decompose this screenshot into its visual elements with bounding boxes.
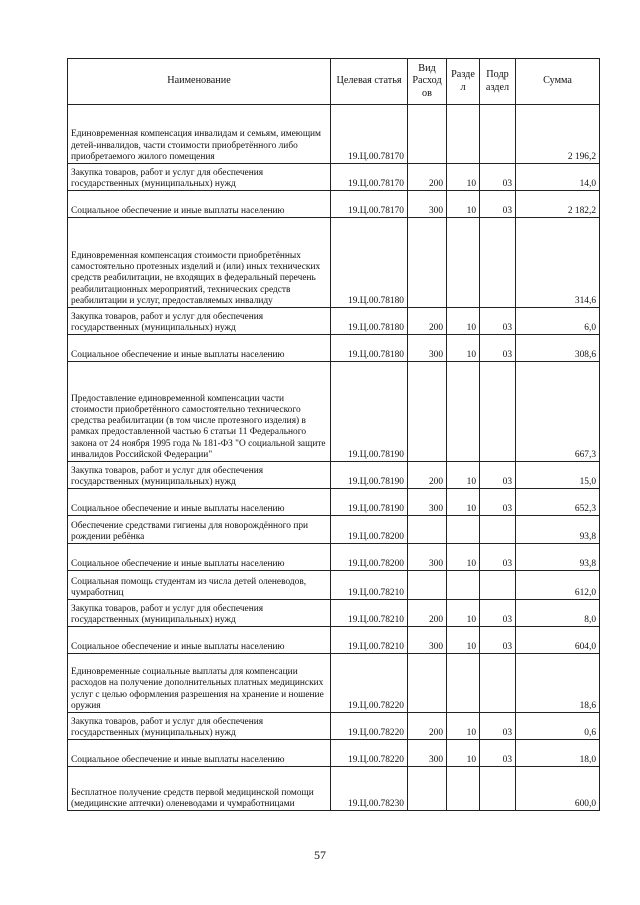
cell-subsection [480,654,516,713]
cell-article: 19.Ц.00.78170 [331,105,408,164]
cell-section [447,654,480,713]
table-row [68,654,600,713]
cell-subsection: 03 [480,544,516,571]
cell-section: 10 [447,462,480,489]
table-row [68,164,600,191]
table-header-row [68,59,600,105]
header-section: Разде л [447,59,480,105]
cell-expense-type [408,362,447,462]
cell-sum: 2 196,2 [516,105,600,164]
cell-subsection: 03 [480,335,516,362]
cell-subsection: 03 [480,740,516,767]
cell-section: 10 [447,740,480,767]
cell-article: 19.Ц.00.78200 [331,544,408,571]
cell-article: 19.Ц.00.78190 [331,362,408,462]
cell-article: 19.Ц.00.78220 [331,654,408,713]
cell-expense-type: 200 [408,600,447,627]
cell-section [447,218,480,308]
cell-expense-type: 300 [408,335,447,362]
cell-subsection: 03 [480,713,516,740]
cell-section: 10 [447,308,480,335]
cell-section [447,516,480,544]
table-row [68,191,600,218]
header-expense-type: Вид Расход ов [408,59,447,105]
cell-expense-type: 300 [408,191,447,218]
header-article: Целевая статья [331,59,408,105]
cell-name: Единовременные социальные выплаты для компенсации расходов на получение дополнительных платных медицинских услуг с целью оформления разрешения на хранение и ношение оружия [68,654,331,713]
cell-expense-type [408,571,447,600]
table-row [68,308,600,335]
cell-name: Бесплатное получение средств первой медицинской помощи (медицинские аптечки) оленеводами и чумработницами [68,767,331,811]
table-row [68,767,600,811]
cell-name: Социальное обеспечение и иные выплаты населению [68,191,331,218]
cell-expense-type: 300 [408,627,447,654]
cell-name: Социальное обеспечение и иные выплаты населению [68,335,331,362]
cell-article: 19.Ц.00.78170 [331,164,408,191]
cell-subsection [480,362,516,462]
cell-section: 10 [447,489,480,516]
page-number: 57 [314,848,326,862]
cell-expense-type [408,767,447,811]
cell-article: 19.Ц.00.78200 [331,516,408,544]
cell-sum: 612,0 [516,571,600,600]
cell-name: Обеспечение средствами гигиены для новорождённого при рождении ребёнка [68,516,331,544]
cell-section: 10 [447,544,480,571]
table-row [68,713,600,740]
cell-sum: 652,3 [516,489,600,516]
cell-name: Единовременная компенсация инвалидам и семьям, имеющим детей-инвалидов, части стоимости приобретённого либо приобретаемого жилого помещения [68,105,331,164]
cell-article: 19.Ц.00.78210 [331,627,408,654]
cell-name: Социальное обеспечение и иные выплаты населению [68,544,331,571]
table-row [68,218,600,308]
cell-subsection [480,105,516,164]
cell-article: 19.Ц.00.78180 [331,308,408,335]
cell-expense-type: 200 [408,164,447,191]
cell-name: Закупка товаров, работ и услуг для обеспечения государственных (муниципальных) нужд [68,713,331,740]
cell-sum: 18,6 [516,654,600,713]
header-name: Наименование [68,59,331,105]
cell-section [447,105,480,164]
cell-article: 19.Ц.00.78210 [331,600,408,627]
table-row [68,335,600,362]
table-row [68,489,600,516]
cell-subsection: 03 [480,600,516,627]
cell-subsection [480,767,516,811]
cell-name: Социальное обеспечение и иные выплаты населению [68,627,331,654]
cell-article: 19.Ц.00.78170 [331,191,408,218]
cell-section: 10 [447,164,480,191]
cell-article: 19.Ц.00.78180 [331,218,408,308]
cell-article: 19.Ц.00.78220 [331,740,408,767]
cell-sum: 93,8 [516,544,600,571]
cell-name: Социальное обеспечение и иные выплаты населению [68,489,331,516]
table-body [68,105,600,811]
cell-subsection [480,516,516,544]
cell-expense-type [408,516,447,544]
cell-name: Социальная помощь студентам из числа детей оленеводов, чумработниц [68,571,331,600]
cell-section [447,362,480,462]
cell-sum: 18,0 [516,740,600,767]
cell-expense-type [408,218,447,308]
table-row [68,627,600,654]
cell-section [447,571,480,600]
header-subsection: Подр аздел [480,59,516,105]
cell-section: 10 [447,627,480,654]
cell-expense-type [408,105,447,164]
cell-sum: 15,0 [516,462,600,489]
cell-expense-type: 200 [408,713,447,740]
table-row [68,462,600,489]
cell-section: 10 [447,600,480,627]
cell-name: Закупка товаров, работ и услуг для обеспечения государственных (муниципальных) нужд [68,308,331,335]
cell-sum: 2 182,2 [516,191,600,218]
cell-subsection: 03 [480,627,516,654]
table-row [68,105,600,164]
cell-article: 19.Ц.00.78230 [331,767,408,811]
table-row [68,571,600,600]
cell-section: 10 [447,191,480,218]
cell-sum: 604,0 [516,627,600,654]
cell-subsection: 03 [480,191,516,218]
cell-article: 19.Ц.00.78220 [331,713,408,740]
cell-sum: 8,0 [516,600,600,627]
cell-expense-type: 200 [408,308,447,335]
cell-expense-type: 300 [408,740,447,767]
cell-expense-type: 300 [408,489,447,516]
cell-sum: 93,8 [516,516,600,544]
cell-name: Единовременная компенсация стоимости приобретённых самостоятельно протезных изделий и (или) иных технических средств реабилитации, не входящих в федеральный перечень реабилитационных мероприятий, технических средств реабилитации и услуг, предоставляемых инвалиду [68,218,331,308]
cell-expense-type: 200 [408,462,447,489]
cell-sum: 314,6 [516,218,600,308]
cell-subsection: 03 [480,164,516,191]
cell-sum: 0,6 [516,713,600,740]
cell-sum: 667,3 [516,362,600,462]
cell-expense-type: 300 [408,544,447,571]
cell-name: Предоставление единовременной компенсации части стоимости приобретённого самостоятельно технического средства реабилитации (в том числе протезного изделия) в рамках предоставленной частью 6 статьи 11 Федерального закона от 24 ноября 1995 года № 181-ФЗ "О социальной защите инвалидов Российской Федерации" [68,362,331,462]
table-row [68,544,600,571]
table-row [68,600,600,627]
table-row [68,516,600,544]
budget-table [67,58,600,811]
cell-name: Закупка товаров, работ и услуг для обеспечения государственных (муниципальных) нужд [68,462,331,489]
table-row [68,362,600,462]
cell-section: 10 [447,713,480,740]
cell-subsection: 03 [480,462,516,489]
cell-name: Социальное обеспечение и иные выплаты населению [68,740,331,767]
cell-subsection [480,571,516,600]
cell-section [447,767,480,811]
cell-sum: 14,0 [516,164,600,191]
cell-article: 19.Ц.00.78210 [331,571,408,600]
cell-name: Закупка товаров, работ и услуг для обеспечения государственных (муниципальных) нужд [68,600,331,627]
cell-sum: 308,6 [516,335,600,362]
table-row [68,740,600,767]
cell-subsection: 03 [480,489,516,516]
cell-article: 19.Ц.00.78190 [331,462,408,489]
cell-subsection [480,218,516,308]
cell-sum: 6,0 [516,308,600,335]
cell-article: 19.Ц.00.78190 [331,489,408,516]
cell-name: Закупка товаров, работ и услуг для обеспечения государственных (муниципальных) нужд [68,164,331,191]
cell-subsection: 03 [480,308,516,335]
cell-section: 10 [447,335,480,362]
cell-sum: 600,0 [516,767,600,811]
header-sum: Сумма [516,59,600,105]
cell-article: 19.Ц.00.78180 [331,335,408,362]
cell-expense-type [408,654,447,713]
